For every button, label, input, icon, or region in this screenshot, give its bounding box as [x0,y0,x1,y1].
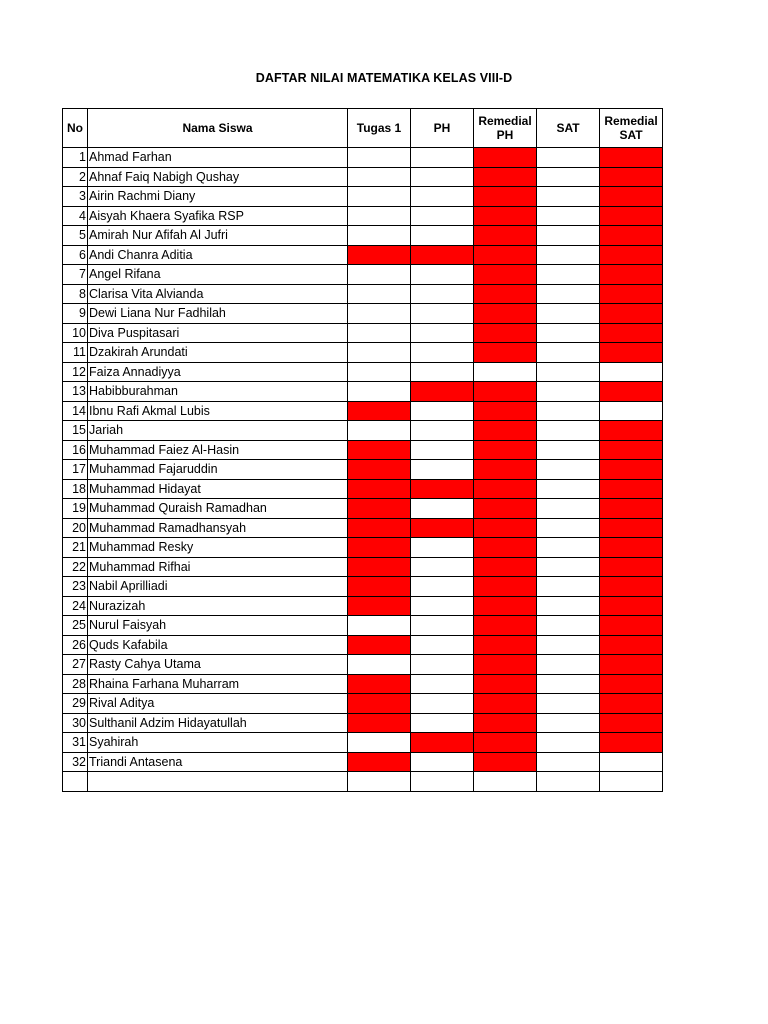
sat-cell [537,245,600,265]
table-row [63,499,663,519]
sat-cell [537,284,600,304]
student-name: Nabil Aprilliadi [88,577,348,597]
tugas-1-cell [348,557,411,577]
table-row [63,557,663,577]
remedial-ph-cell [474,382,537,402]
tugas-1-cell [348,518,411,538]
remedial-ph-cell [474,284,537,304]
ph-cell [411,460,474,480]
table-row [63,674,663,694]
ph-cell [411,343,474,363]
sat-cell [537,343,600,363]
tugas-1-cell [348,635,411,655]
row-number: 3 [63,187,88,207]
remedial-sat-cell [600,752,663,772]
sat-cell [537,596,600,616]
student-name: Dewi Liana Nur Fadhilah [88,304,348,324]
table-row [63,421,663,441]
remedial-ph-cell [474,733,537,753]
student-name: Rival Aditya [88,694,348,714]
ph-cell [411,401,474,421]
remedial-ph-cell [474,499,537,519]
remedial-ph-cell [474,518,537,538]
ph-cell [411,479,474,499]
ph-cell [411,577,474,597]
ph-cell [411,752,474,772]
row-number: 15 [63,421,88,441]
tugas-1-cell [348,226,411,246]
ph-cell [411,362,474,382]
ph-cell [411,421,474,441]
tugas-1-cell [348,694,411,714]
table-row [63,460,663,480]
tugas-1-cell [348,440,411,460]
remedial-ph-cell [474,577,537,597]
row-number: 12 [63,362,88,382]
tugas-1-cell [348,382,411,402]
row-number: 28 [63,674,88,694]
remedial-ph-cell [474,323,537,343]
table-row [63,206,663,226]
remedial-sat-cell [600,323,663,343]
student-name: Quds Kafabila [88,635,348,655]
remedial-ph-cell [474,401,537,421]
student-name: Triandi Antasena [88,752,348,772]
tugas-1-cell [348,323,411,343]
student-name: Ahmad Farhan [88,148,348,168]
ph-cell [411,674,474,694]
table-row [63,635,663,655]
tugas-1-cell [348,362,411,382]
ph-cell [411,382,474,402]
tugas-1-cell [348,577,411,597]
table-row [63,538,663,558]
ph-cell [411,538,474,558]
student-name: Diva Puspitasari [88,323,348,343]
row-number: 20 [63,518,88,538]
remedial-ph-cell [474,538,537,558]
student-name: Andi Chanra Aditia [88,245,348,265]
remedial-ph-cell [474,694,537,714]
table-row [63,401,663,421]
remedial-sat-cell [600,479,663,499]
remedial-sat-cell [600,362,663,382]
student-name: Muhammad Faiez Al-Hasin [88,440,348,460]
student-name: Sulthanil Adzim Hidayatullah [88,713,348,733]
student-name: Rasty Cahya Utama [88,655,348,675]
row-number: 16 [63,440,88,460]
ph-cell [411,694,474,714]
student-name: Angel Rifana [88,265,348,285]
student-name: Muhammad Fajaruddin [88,460,348,480]
table-row [63,733,663,753]
ph-cell [411,733,474,753]
remedial-sat-cell [600,674,663,694]
remedial-sat-cell [600,206,663,226]
ph-cell [411,167,474,187]
row-number: 24 [63,596,88,616]
table-row [63,772,663,792]
remedial-sat-cell [600,421,663,441]
row-number: 19 [63,499,88,519]
remedial-ph-cell [474,674,537,694]
table-row [63,596,663,616]
table-row [63,577,663,597]
student-name: Jariah [88,421,348,441]
ph-cell [411,206,474,226]
remedial-sat-cell [600,713,663,733]
row-number: 17 [63,460,88,480]
ph-cell [411,187,474,207]
tugas-1-cell [348,479,411,499]
sat-cell [537,226,600,246]
row-number: 18 [63,479,88,499]
sat-cell [537,772,600,792]
row-number: 14 [63,401,88,421]
remedial-ph-cell [474,187,537,207]
remedial-sat-cell [600,616,663,636]
remedial-ph-cell [474,421,537,441]
table-row [63,148,663,168]
remedial-sat-cell [600,518,663,538]
table-row [63,713,663,733]
remedial-sat-cell [600,655,663,675]
sat-cell [537,518,600,538]
remedial-ph-cell [474,752,537,772]
remedial-sat-cell [600,460,663,480]
ph-cell [411,226,474,246]
student-name: Ahnaf Faiq Nabigh Qushay [88,167,348,187]
remedial-sat-cell [600,557,663,577]
remedial-sat-cell [600,499,663,519]
remedial-ph-cell [474,343,537,363]
remedial-sat-cell [600,382,663,402]
table-row [63,343,663,363]
sat-cell [537,167,600,187]
remedial-ph-cell [474,460,537,480]
table-row [63,245,663,265]
tugas-1-cell [348,343,411,363]
student-name: Muhammad Rifhai [88,557,348,577]
row-number: 11 [63,343,88,363]
student-name: Muhammad Quraish Ramadhan [88,499,348,519]
student-name: Rhaina Farhana Muharram [88,674,348,694]
remedial-ph-cell [474,167,537,187]
sat-cell [537,713,600,733]
header-ph: PH [411,109,474,148]
student-name: Faiza Annadiyya [88,362,348,382]
ph-cell [411,284,474,304]
sat-cell [537,265,600,285]
sat-cell [537,362,600,382]
header-tugas-1: Tugas 1 [348,109,411,148]
sat-cell [537,187,600,207]
row-number: 31 [63,733,88,753]
row-number: 8 [63,284,88,304]
student-name: Muhammad Resky [88,538,348,558]
tugas-1-cell [348,284,411,304]
table-row [63,226,663,246]
header-remedial-sat: Remedial SAT [600,109,663,148]
table-row [63,382,663,402]
remedial-sat-cell [600,265,663,285]
row-number: 32 [63,752,88,772]
table-row [63,694,663,714]
row-number: 13 [63,382,88,402]
tugas-1-cell [348,187,411,207]
remedial-ph-cell [474,772,537,792]
sat-cell [537,577,600,597]
ph-cell [411,713,474,733]
tugas-1-cell [348,499,411,519]
row-number: 30 [63,713,88,733]
table-row [63,616,663,636]
sat-cell [537,382,600,402]
row-number: 26 [63,635,88,655]
remedial-sat-cell [600,284,663,304]
remedial-sat-cell [600,226,663,246]
tugas-1-cell [348,596,411,616]
ph-cell [411,635,474,655]
tugas-1-cell [348,655,411,675]
remedial-sat-cell [600,440,663,460]
remedial-ph-cell [474,245,537,265]
student-name: Aisyah Khaera Syafika RSP [88,206,348,226]
sat-cell [537,616,600,636]
remedial-ph-cell [474,479,537,499]
sat-cell [537,460,600,480]
row-number [63,772,88,792]
table-row [63,479,663,499]
remedial-ph-cell [474,596,537,616]
row-number: 29 [63,694,88,714]
row-number: 6 [63,245,88,265]
remedial-ph-cell [474,440,537,460]
row-number: 2 [63,167,88,187]
remedial-sat-cell [600,304,663,324]
sat-cell [537,674,600,694]
student-name: Muhammad Ramadhansyah [88,518,348,538]
remedial-sat-cell [600,167,663,187]
row-number: 21 [63,538,88,558]
remedial-ph-cell [474,265,537,285]
tugas-1-cell [348,616,411,636]
remedial-sat-cell [600,772,663,792]
student-name: Airin Rachmi Diany [88,187,348,207]
header-no: No [63,109,88,148]
remedial-ph-cell [474,713,537,733]
row-number: 10 [63,323,88,343]
row-number: 4 [63,206,88,226]
tugas-1-cell [348,206,411,226]
tugas-1-cell [348,674,411,694]
remedial-sat-cell [600,538,663,558]
tugas-1-cell [348,245,411,265]
header-nama-siswa: Nama Siswa [88,109,348,148]
sat-cell [537,733,600,753]
sat-cell [537,752,600,772]
sat-cell [537,206,600,226]
ph-cell [411,148,474,168]
remedial-ph-cell [474,226,537,246]
table-row [63,265,663,285]
table-row [63,187,663,207]
student-name: Syahirah [88,733,348,753]
sat-cell [537,421,600,441]
remedial-ph-cell [474,557,537,577]
student-name: Habibburahman [88,382,348,402]
tugas-1-cell [348,752,411,772]
remedial-sat-cell [600,577,663,597]
remedial-ph-cell [474,206,537,226]
tugas-1-cell [348,148,411,168]
tugas-1-cell [348,460,411,480]
student-name: Dzakirah Arundati [88,343,348,363]
tugas-1-cell [348,733,411,753]
sat-cell [537,538,600,558]
remedial-ph-cell [474,304,537,324]
student-name [88,772,348,792]
row-number: 23 [63,577,88,597]
row-number: 9 [63,304,88,324]
ph-cell [411,245,474,265]
remedial-ph-cell [474,362,537,382]
student-name: Clarisa Vita Alvianda [88,284,348,304]
tugas-1-cell [348,265,411,285]
row-number: 27 [63,655,88,675]
row-number: 7 [63,265,88,285]
row-number: 25 [63,616,88,636]
sat-cell [537,401,600,421]
table-row [63,655,663,675]
ph-cell [411,265,474,285]
sat-cell [537,304,600,324]
sat-cell [537,479,600,499]
table-row [63,284,663,304]
sat-cell [537,499,600,519]
tugas-1-cell [348,167,411,187]
ph-cell [411,518,474,538]
student-name: Amirah Nur Afifah Al Jufri [88,226,348,246]
ph-cell [411,499,474,519]
sat-cell [537,655,600,675]
row-number: 1 [63,148,88,168]
row-number: 5 [63,226,88,246]
remedial-sat-cell [600,343,663,363]
student-name: Muhammad Hidayat [88,479,348,499]
ph-cell [411,616,474,636]
sat-cell [537,148,600,168]
table-row [63,752,663,772]
ph-cell [411,655,474,675]
remedial-sat-cell [600,733,663,753]
sat-cell [537,635,600,655]
row-number: 22 [63,557,88,577]
table-row [63,362,663,382]
remedial-ph-cell [474,655,537,675]
table-row [63,323,663,343]
ph-cell [411,323,474,343]
sat-cell [537,557,600,577]
document-title: DAFTAR NILAI MATEMATIKA KELAS VIII-D [255,71,513,85]
remedial-sat-cell [600,187,663,207]
student-name: Nurul Faisyah [88,616,348,636]
tugas-1-cell [348,421,411,441]
header-row [63,109,663,148]
remedial-sat-cell [600,401,663,421]
remedial-sat-cell [600,694,663,714]
ph-cell [411,596,474,616]
remedial-ph-cell [474,148,537,168]
student-name: Nurazizah [88,596,348,616]
tugas-1-cell [348,304,411,324]
grade-table [62,108,663,792]
sat-cell [537,440,600,460]
ph-cell [411,304,474,324]
table-row [63,440,663,460]
remedial-sat-cell [600,148,663,168]
tugas-1-cell [348,772,411,792]
table-row [63,518,663,538]
ph-cell [411,440,474,460]
ph-cell [411,772,474,792]
remedial-sat-cell [600,635,663,655]
tugas-1-cell [348,401,411,421]
header-sat: SAT [537,109,600,148]
tugas-1-cell [348,713,411,733]
remedial-ph-cell [474,616,537,636]
header-remedial-ph: Remedial PH [474,109,537,148]
table-row [63,304,663,324]
remedial-sat-cell [600,596,663,616]
remedial-ph-cell [474,635,537,655]
table-row [63,167,663,187]
tugas-1-cell [348,538,411,558]
sat-cell [537,694,600,714]
remedial-sat-cell [600,245,663,265]
student-name: Ibnu Rafi Akmal Lubis [88,401,348,421]
ph-cell [411,557,474,577]
sat-cell [537,323,600,343]
